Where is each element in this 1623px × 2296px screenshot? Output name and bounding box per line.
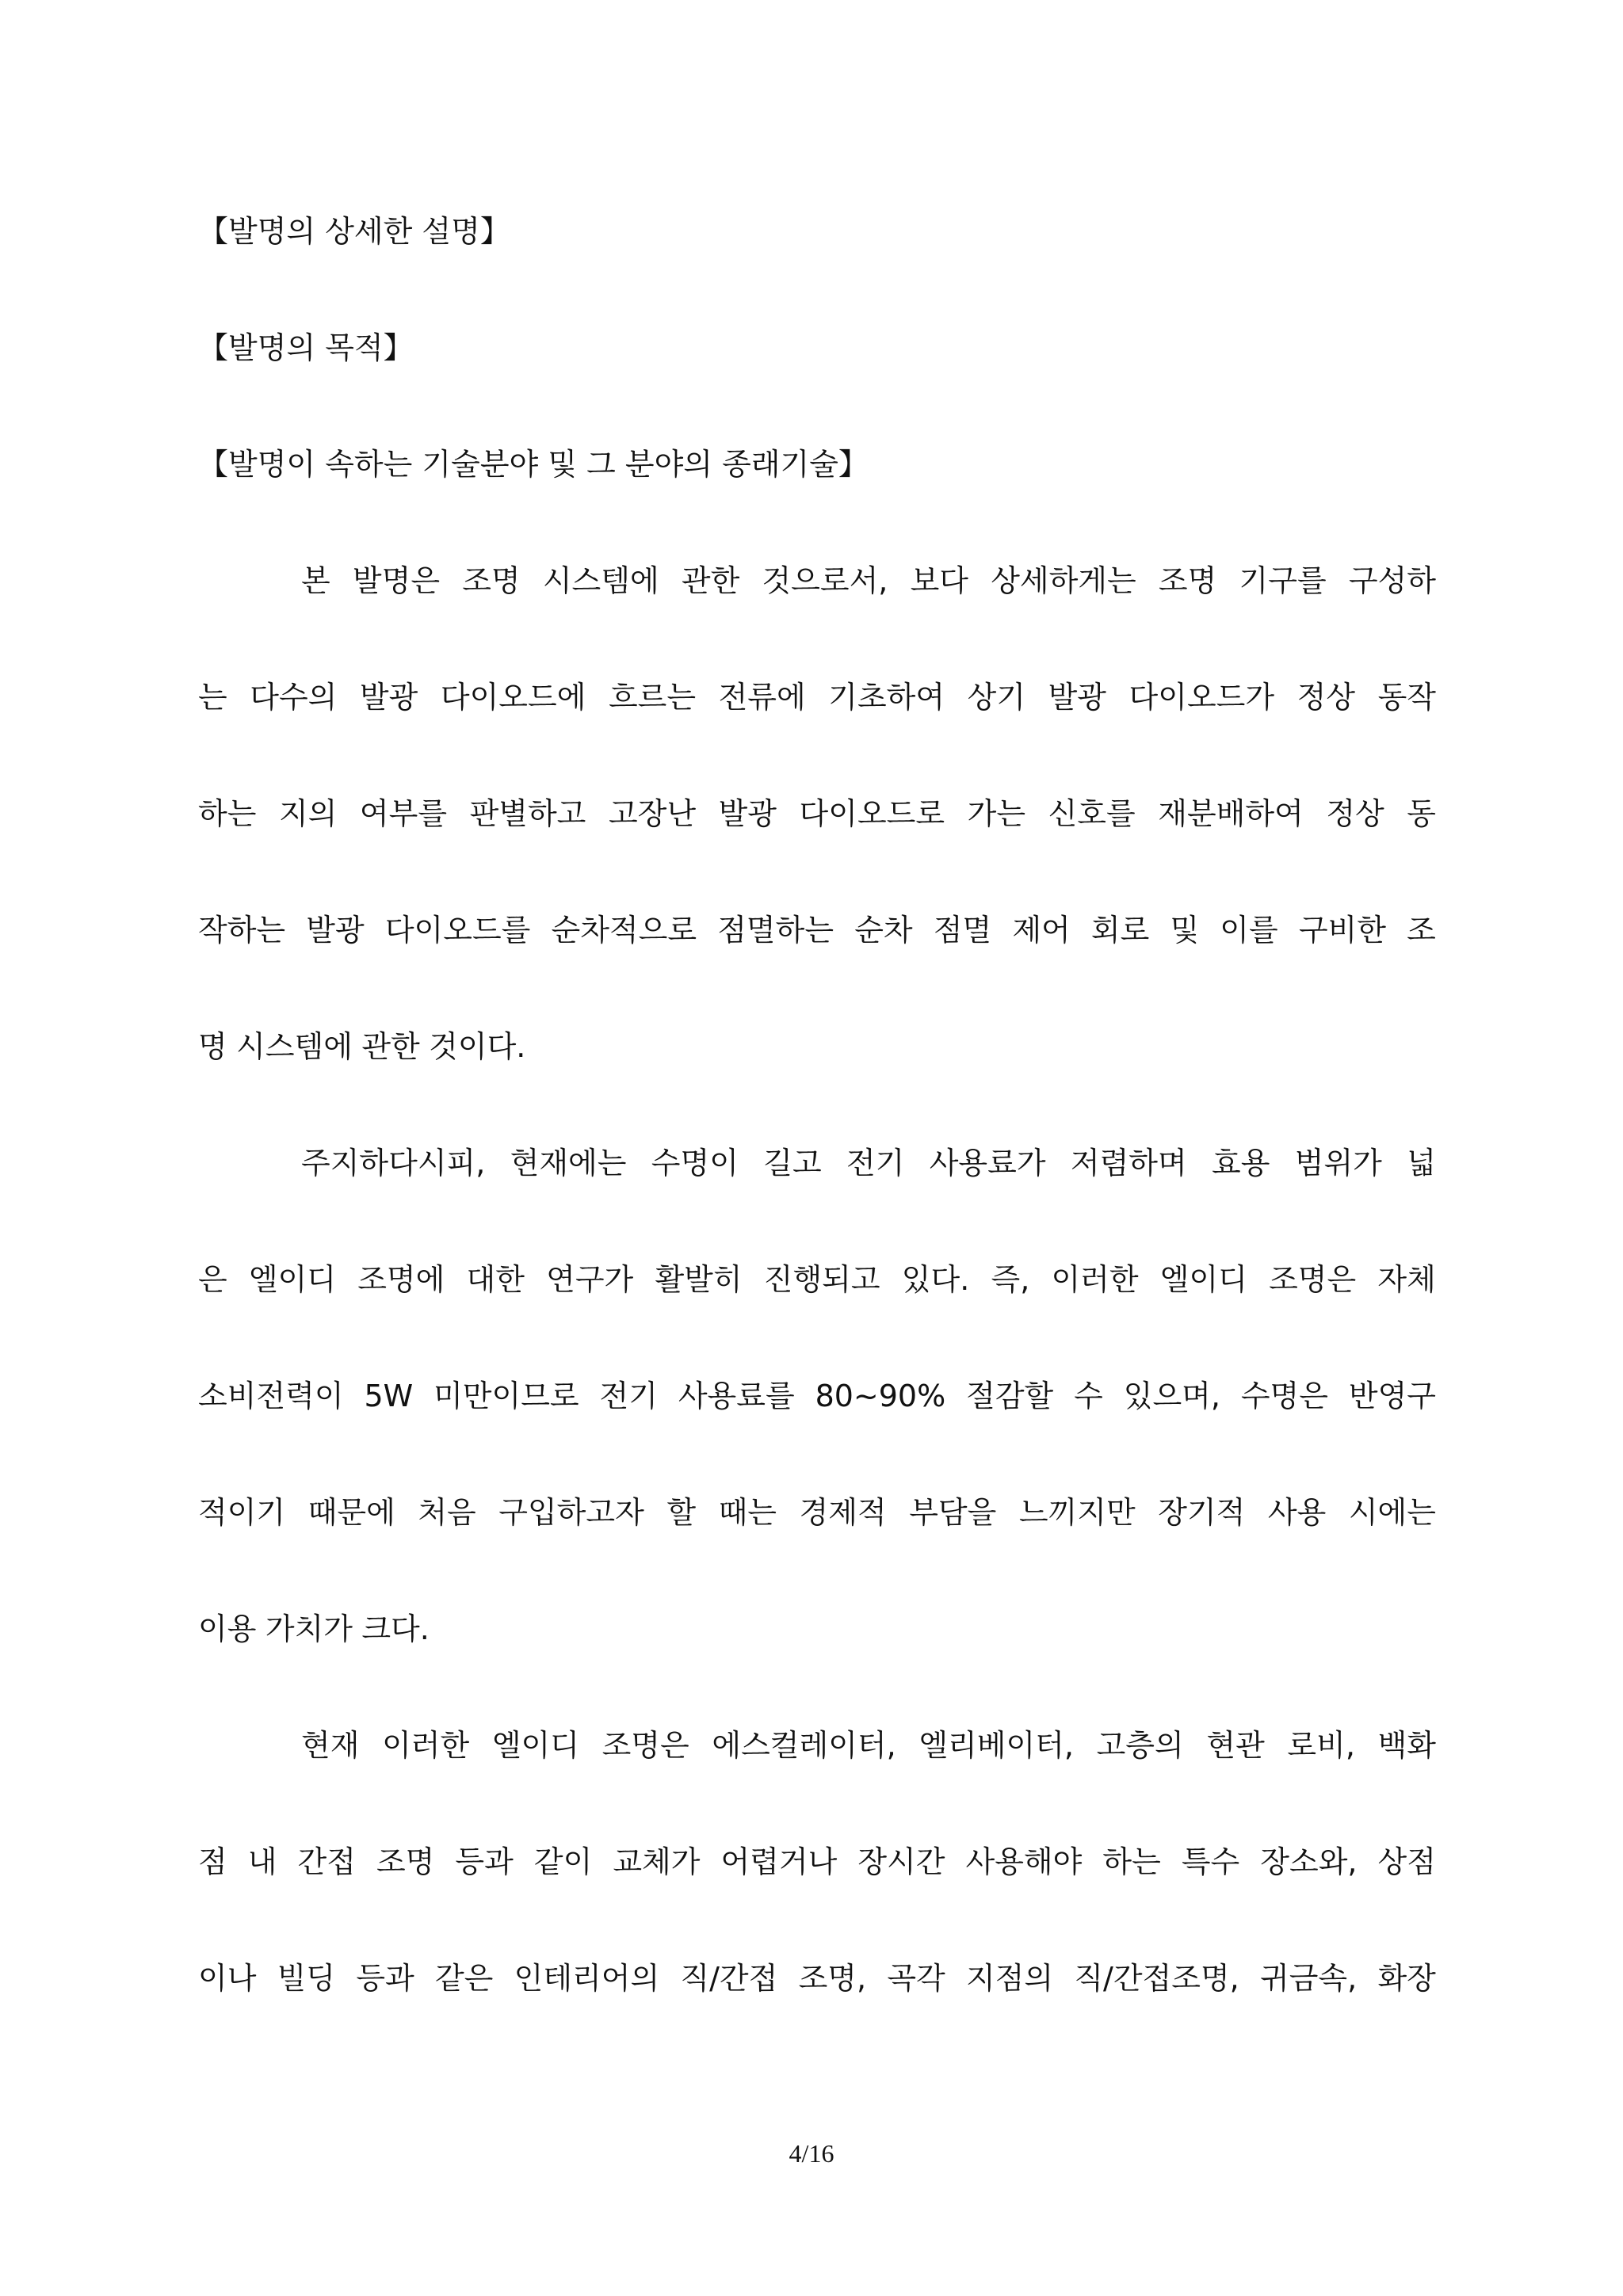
- word: 기구를: [1239, 563, 1327, 598]
- word: 제어: [1012, 913, 1071, 948]
- word: 엘이디: [1159, 1262, 1247, 1297]
- word: 때는: [718, 1495, 777, 1530]
- word: 등과: [455, 1844, 514, 1879]
- word: 현재에는: [510, 1146, 627, 1180]
- paragraph-line: [198, 1838, 1436, 1955]
- word: 조: [1407, 913, 1436, 948]
- word: 경제적: [799, 1495, 887, 1530]
- paragraph-line: [198, 1955, 1436, 2071]
- word: 때문에: [307, 1495, 395, 1530]
- paragraph-line: [198, 1139, 1436, 1256]
- word: 있으며,: [1123, 1379, 1220, 1413]
- word: 상기: [967, 680, 1026, 715]
- word: 하는: [198, 796, 257, 831]
- word: 연구가: [546, 1262, 634, 1297]
- word: 있다.: [901, 1262, 970, 1297]
- word: 할: [666, 1495, 697, 1530]
- word: 사용료를: [678, 1379, 795, 1413]
- word: 명: [198, 1029, 227, 1064]
- word: 상세하게는: [991, 563, 1136, 598]
- word: 동: [1407, 796, 1436, 831]
- word: 특수: [1181, 1844, 1240, 1879]
- word: 직/간접조명,: [1074, 1961, 1239, 1996]
- word: 발광: [1048, 680, 1106, 715]
- word: 엘이디: [491, 1728, 579, 1763]
- word: 절감할: [966, 1379, 1054, 1413]
- word: 점멸: [933, 913, 992, 948]
- paragraph-line: [198, 1489, 1436, 1605]
- word: 같은: [434, 1961, 494, 1996]
- word: 이러한: [382, 1728, 470, 1763]
- word: 여부를: [359, 796, 448, 831]
- word: 구성하: [1348, 563, 1436, 598]
- word: 엘이디: [248, 1262, 337, 1297]
- word: 흐르는: [608, 680, 697, 715]
- word: 판별하고: [469, 796, 586, 831]
- word: 범위가: [1294, 1146, 1382, 1180]
- word: 사용: [1267, 1495, 1327, 1530]
- word: 작하는: [198, 913, 286, 948]
- word: 은: [198, 1262, 227, 1297]
- paragraph-line: [198, 1023, 1436, 1139]
- word: 조명은: [1269, 1262, 1357, 1297]
- word: 귀금속,: [1260, 1961, 1358, 1996]
- word: 전기: [846, 1146, 905, 1180]
- word: 조명: [376, 1844, 435, 1879]
- word: 교체가: [613, 1844, 701, 1879]
- word: 구비한: [1298, 913, 1386, 948]
- word: 이를: [1220, 913, 1278, 948]
- word: 백화: [1377, 1728, 1436, 1763]
- word: 즉,: [991, 1262, 1030, 1297]
- paragraph-line: [198, 1722, 1436, 1838]
- paragraph-1: [198, 557, 1436, 1139]
- word: 저렴하며: [1070, 1146, 1187, 1180]
- paragraph-line: [198, 1605, 1436, 1722]
- word: 빌딩: [277, 1961, 336, 1996]
- word: 가치가: [265, 1611, 353, 1646]
- word: 간접: [297, 1844, 356, 1879]
- word: 부담을: [909, 1495, 997, 1530]
- word: 같이: [533, 1844, 593, 1879]
- word: 는: [198, 680, 227, 715]
- paragraph-2: [198, 1139, 1436, 1722]
- heading-purpose: 【발명의 목적】: [198, 330, 414, 365]
- word: 조명,: [798, 1961, 867, 1996]
- word: 시스템에: [542, 563, 659, 598]
- word: 넓: [1407, 1146, 1436, 1180]
- word: 발광: [359, 680, 418, 715]
- paragraph-line: [198, 1372, 1436, 1489]
- word: 순차: [854, 913, 913, 948]
- word: 지점의: [965, 1961, 1054, 1996]
- word: 이용: [198, 1611, 257, 1646]
- word: 점: [198, 1844, 227, 1879]
- word: 등과: [356, 1961, 414, 1996]
- document-body: [198, 208, 1436, 2071]
- paragraph-3: [198, 1722, 1436, 2071]
- word: 직/간접: [680, 1961, 778, 1996]
- word: 다이오드로: [799, 796, 945, 831]
- word: 지의: [278, 796, 338, 831]
- word: 인테리어의: [514, 1961, 660, 1996]
- word: 본: [301, 563, 330, 598]
- word: 소비전력이: [198, 1379, 344, 1413]
- word: 이러한: [1051, 1262, 1139, 1297]
- word: 80~90%: [815, 1379, 946, 1413]
- word: 다수의: [250, 680, 338, 715]
- word: 수: [1074, 1379, 1103, 1413]
- word: 5W: [364, 1379, 414, 1413]
- word: 현재: [301, 1728, 360, 1763]
- word: 전기: [599, 1379, 658, 1413]
- paragraph-line: [198, 673, 1436, 790]
- word: 어렵거나: [720, 1844, 838, 1879]
- word: 엘리베이터,: [918, 1728, 1074, 1763]
- word: 다이오드가: [1128, 680, 1275, 715]
- word: 다이오드를: [384, 913, 531, 948]
- word: 진행되고: [763, 1262, 880, 1297]
- word: 구입하고자: [498, 1495, 644, 1530]
- word: 이나: [198, 1961, 257, 1996]
- word: 조명은: [601, 1728, 689, 1763]
- word: 점멸하는: [717, 913, 834, 948]
- word: 회로: [1090, 913, 1150, 948]
- word: 발광: [306, 913, 365, 948]
- word: 고장난: [608, 796, 697, 831]
- paragraph-line: [198, 557, 1436, 673]
- word: 효용: [1212, 1146, 1270, 1180]
- word: 신호를: [1048, 796, 1136, 831]
- word: 적이기: [198, 1495, 286, 1530]
- paragraph-line: [198, 1256, 1436, 1372]
- word: 전류에: [718, 680, 806, 715]
- word: 관한: [361, 1029, 420, 1064]
- word: 내: [247, 1844, 277, 1879]
- page-number: 4/16: [789, 2139, 834, 2168]
- word: 것이다.: [429, 1029, 526, 1064]
- word: 발명은: [352, 563, 441, 598]
- word: 정상: [1296, 680, 1356, 715]
- word: 고층의: [1096, 1728, 1184, 1763]
- word: 다이오드에: [440, 680, 586, 715]
- heading-technical-field: 【발명이 속하는 기술분야 및 그 분야의 종래기술】: [198, 447, 869, 482]
- word: 조명: [462, 563, 521, 598]
- word: 보다: [910, 563, 968, 598]
- word: 반영구: [1348, 1379, 1436, 1413]
- word: 기초하여: [828, 680, 945, 715]
- word: 발광: [718, 796, 777, 831]
- word: 현관: [1206, 1728, 1265, 1763]
- word: 사용해야: [965, 1844, 1083, 1879]
- word: 재분배하여: [1158, 796, 1304, 831]
- word: 사용료가: [929, 1146, 1046, 1180]
- word: 순차적으로: [551, 913, 697, 948]
- word: 주지하다시피,: [301, 1146, 486, 1180]
- word: 로비,: [1287, 1728, 1355, 1763]
- word: 것으로서,: [762, 563, 888, 598]
- word: 곡각: [887, 1961, 945, 1996]
- paragraph-line: [198, 790, 1436, 906]
- word: 조명에: [357, 1262, 445, 1297]
- word: 장소와,: [1260, 1844, 1358, 1879]
- word: 가는: [967, 796, 1026, 831]
- word: 에스컬레이터,: [712, 1728, 896, 1763]
- word: 시에는: [1348, 1495, 1436, 1530]
- word: 크다.: [361, 1611, 430, 1646]
- word: 자체: [1377, 1262, 1436, 1297]
- word: 정상: [1326, 796, 1384, 831]
- paragraph-line: [198, 906, 1436, 1023]
- word: 느끼지만: [1018, 1495, 1136, 1530]
- word: 조명: [1158, 563, 1217, 598]
- word: 활발히: [655, 1262, 743, 1297]
- word: 상점: [1377, 1844, 1436, 1879]
- word: 수명은: [1240, 1379, 1328, 1413]
- word: 수명이: [651, 1146, 739, 1180]
- word: 길고: [763, 1146, 822, 1180]
- word: 미만이므로: [433, 1379, 579, 1413]
- word: 관한: [681, 563, 740, 598]
- word: 장시간: [857, 1844, 945, 1879]
- word: 처음: [418, 1495, 476, 1530]
- heading-detailed-description: 【발명의 상세한 설명】: [198, 214, 510, 249]
- word: 장기적: [1158, 1495, 1246, 1530]
- word: 및: [1170, 913, 1200, 948]
- word: 동작: [1377, 680, 1436, 715]
- word: 대한: [466, 1262, 525, 1297]
- word: 시스템에: [236, 1029, 353, 1064]
- word: 화장: [1377, 1961, 1436, 1996]
- word: 하는: [1102, 1844, 1161, 1879]
